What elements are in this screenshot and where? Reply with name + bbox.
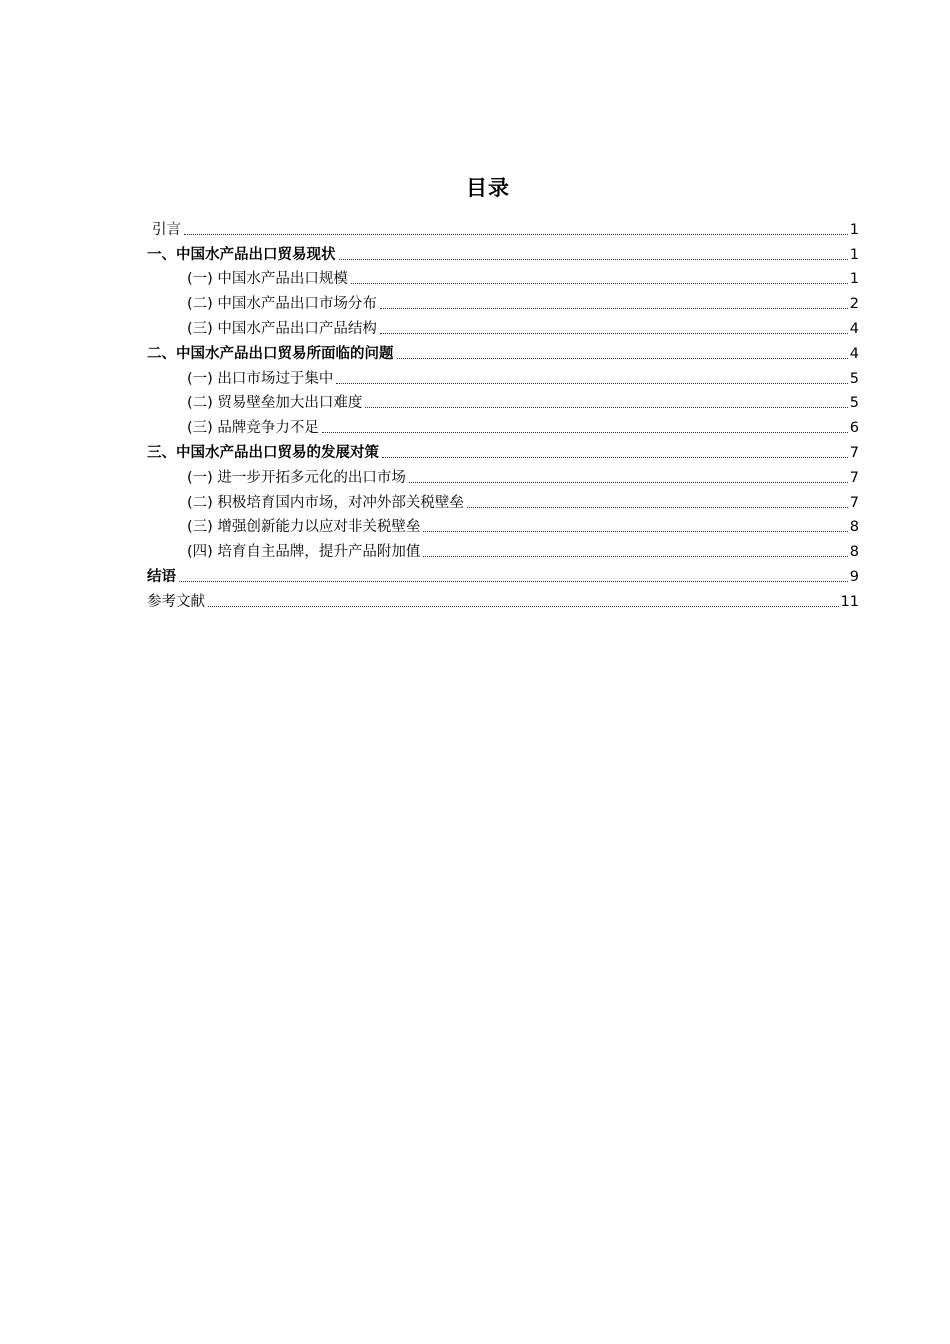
toc-entry-section-3-1[interactable]	[147, 462, 859, 487]
toc-entry-page: 1	[849, 221, 859, 238]
toc-entry-label: (三) 品牌竞争力不足	[187, 420, 319, 437]
toc-entry-section-3-2[interactable]	[147, 487, 859, 512]
toc-entry-page: 7	[849, 469, 859, 486]
toc-entry-page: 1	[849, 246, 859, 263]
toc-entry-page: 1	[849, 271, 859, 288]
toc-leader-dots	[365, 406, 847, 408]
toc-entry-page: 6	[849, 420, 859, 437]
toc-entry-references[interactable]	[147, 586, 859, 611]
toc-entry-section-2-2[interactable]	[147, 388, 859, 413]
toc-entry-label: (一) 中国水产品出口规模	[187, 271, 348, 288]
toc-entry-label: 参考文献	[147, 593, 205, 610]
toc-entry-page: 5	[849, 370, 859, 387]
toc-entry-page: 7	[849, 494, 859, 511]
toc-entry-label: (二) 贸易壁垒加大出口难度	[187, 395, 363, 412]
toc-entry-label: 引言	[152, 221, 181, 238]
toc-entry-page: 7	[849, 444, 859, 461]
toc-entry-label: (一) 出口市场过于集中	[187, 370, 334, 387]
toc-entry-label: (四) 培育自主品牌，提升产品附加值	[187, 544, 421, 561]
toc-leader-dots	[179, 580, 848, 582]
toc-entry-page: 8	[849, 519, 859, 536]
toc-entry-label: (三) 中国水产品出口产品结构	[187, 320, 377, 337]
toc-entry-page: 2	[849, 296, 859, 313]
toc-leader-dots	[336, 382, 847, 384]
toc-entry-section-3-3[interactable]	[147, 512, 859, 537]
toc-entry-chapter-2[interactable]	[147, 338, 859, 363]
toc-entry-label: (二) 中国水产品出口市场分布	[187, 296, 377, 313]
toc-leader-dots	[380, 307, 848, 309]
toc-leader-dots	[339, 258, 848, 260]
toc-title: 目录	[466, 176, 510, 200]
toc-entry-intro[interactable]	[147, 214, 859, 239]
toc-entry-page: 4	[849, 345, 859, 362]
toc-entry-section-1-2[interactable]	[147, 288, 859, 313]
toc-leader-dots	[397, 357, 848, 359]
toc-entry-section-1-1[interactable]	[147, 264, 859, 289]
toc-entry-section-1-3[interactable]	[147, 313, 859, 338]
toc-list	[147, 214, 859, 611]
toc-leader-dots	[423, 530, 847, 532]
toc-entry-label: (一) 进一步开拓多元化的出口市场	[187, 469, 406, 486]
toc-entry-chapter-1[interactable]	[147, 239, 859, 264]
toc-entry-page: 5	[849, 395, 859, 412]
toc-entry-page: 4	[849, 320, 859, 337]
toc-entry-label: 二、中国水产品出口贸易所面临的问题	[147, 345, 394, 362]
toc-entry-label: (二) 积极培育国内市场，对冲外部关税壁垒	[187, 494, 464, 511]
toc-entry-conclusion[interactable]	[147, 561, 859, 586]
toc-entry-page: 9	[849, 568, 859, 585]
toc-leader-dots	[322, 431, 848, 433]
toc-entry-label: (三) 增强创新能力以应对非关税壁垒	[187, 519, 421, 536]
toc-entry-label: 结语	[147, 568, 176, 585]
toc-entry-section-2-1[interactable]	[147, 363, 859, 388]
toc-entry-label: 一、中国水产品出口贸易现状	[147, 246, 336, 263]
toc-leader-dots	[351, 282, 848, 284]
toc-leader-dots	[382, 456, 848, 458]
toc-leader-dots	[409, 481, 848, 483]
toc-entry-page: 11	[840, 593, 859, 610]
toc-entry-label: 三、中国水产品出口贸易的发展对策	[147, 444, 379, 461]
toc-entry-section-2-3[interactable]	[147, 412, 859, 437]
toc-leader-dots	[184, 233, 848, 235]
toc-leader-dots	[380, 332, 848, 334]
toc-entry-chapter-3[interactable]	[147, 437, 859, 462]
toc-leader-dots	[423, 555, 847, 557]
toc-entry-page: 8	[849, 544, 859, 561]
toc-leader-dots	[467, 506, 848, 508]
toc-entry-section-3-4[interactable]	[147, 536, 859, 561]
toc-leader-dots	[208, 605, 839, 607]
